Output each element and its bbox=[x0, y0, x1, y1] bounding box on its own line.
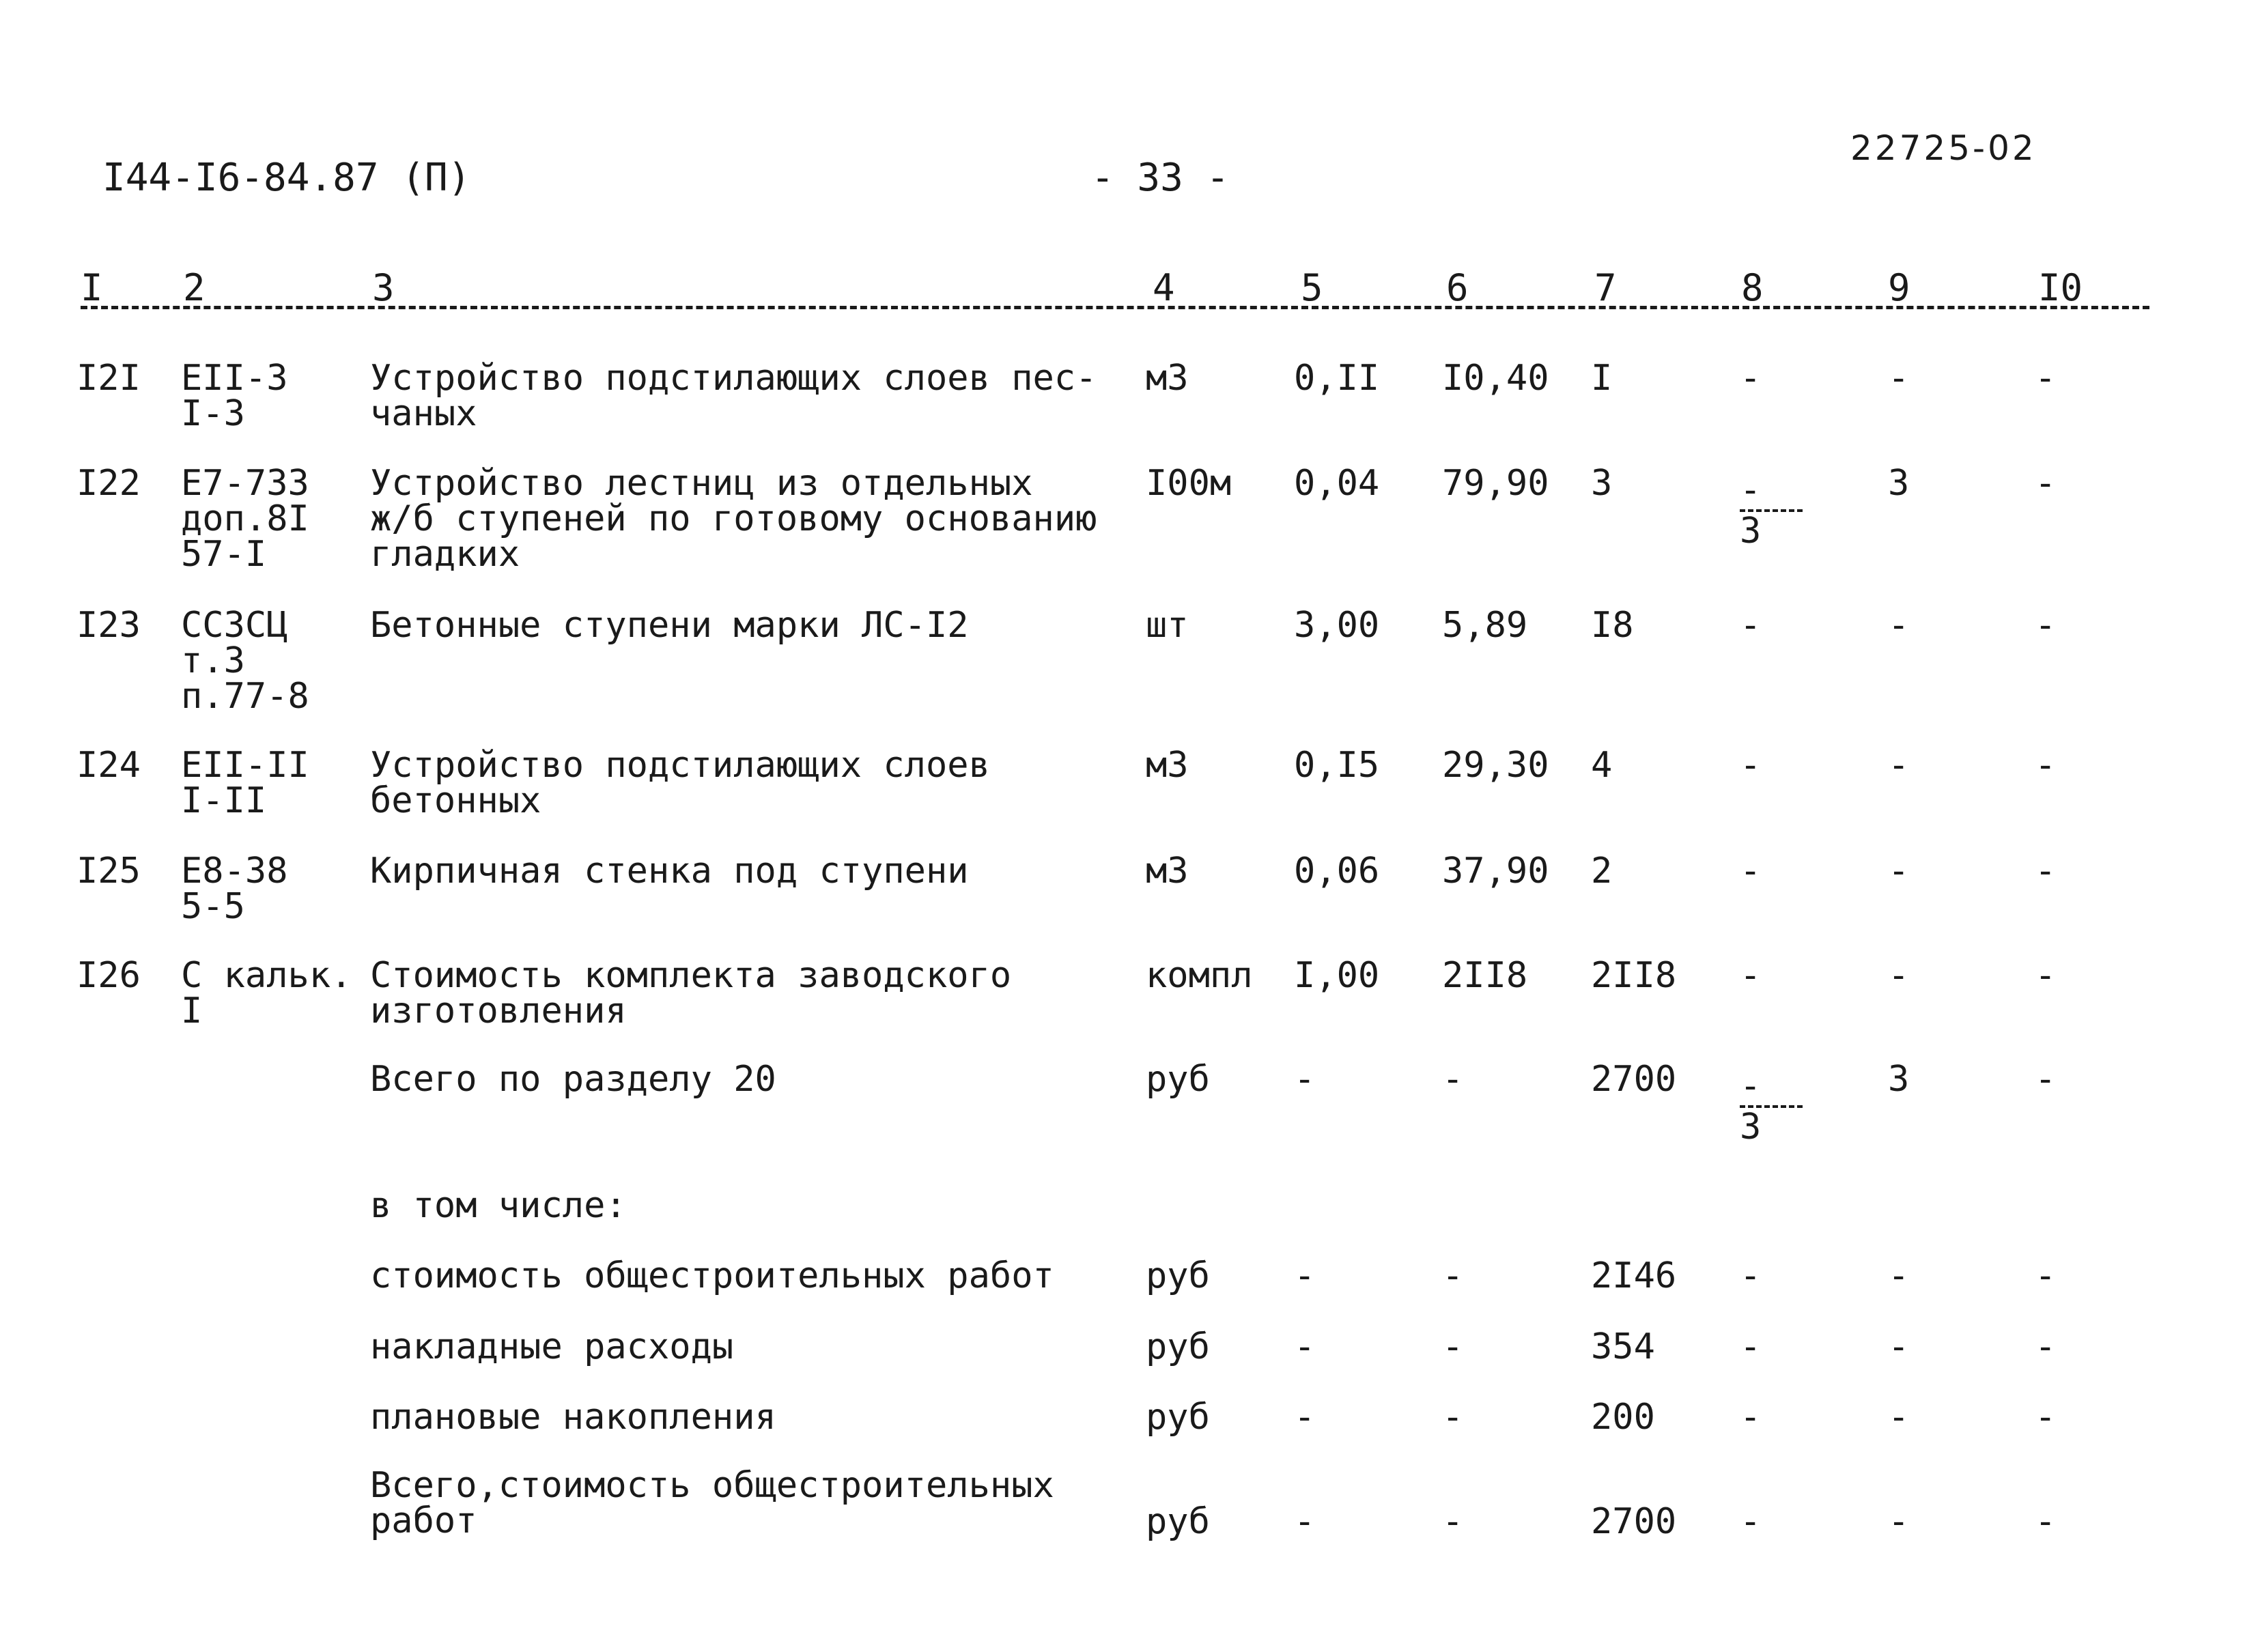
row-number: I25 bbox=[76, 851, 141, 892]
page-number: - 33 - bbox=[1091, 156, 1230, 200]
col-9-value: - bbox=[1888, 1501, 1910, 1542]
col-10-value: - bbox=[2035, 358, 2057, 399]
quantity: - bbox=[1294, 1059, 1316, 1100]
handwritten-stamp: 22725-02 bbox=[1850, 128, 2037, 168]
column-header-2: 2 bbox=[183, 266, 206, 309]
col-8-value: - bbox=[1740, 1255, 1762, 1296]
unit-price: 29,30 bbox=[1442, 745, 1549, 786]
column-header-9: 9 bbox=[1888, 266, 1910, 309]
unit: I00м bbox=[1146, 463, 1232, 504]
unit-price: - bbox=[1442, 1255, 1464, 1296]
quantity: - bbox=[1294, 1326, 1316, 1367]
quantity: - bbox=[1294, 1397, 1316, 1438]
col-8-fraction: - 3 bbox=[1740, 471, 1803, 550]
norm-code: EII-II I-II bbox=[181, 745, 309, 821]
work-description: Бетонные ступени марки ЛС-I2 bbox=[370, 605, 969, 646]
quantity: 0,II bbox=[1294, 358, 1380, 399]
row-number: I23 bbox=[76, 605, 141, 646]
norm-code: E7-733 доп.8I 57-I bbox=[181, 463, 309, 575]
quantity: 3,00 bbox=[1294, 605, 1380, 646]
quantity: 0,04 bbox=[1294, 463, 1380, 504]
unit: м3 bbox=[1146, 358, 1189, 399]
col-9-value: - bbox=[1888, 745, 1910, 786]
total-cost: 354 bbox=[1591, 1326, 1655, 1367]
row-number: I26 bbox=[76, 955, 141, 996]
total-cost: I bbox=[1591, 358, 1613, 399]
breakdown-label: стоимость общестроительных работ bbox=[370, 1255, 1054, 1296]
col-9-value: - bbox=[1888, 851, 1910, 892]
total-cost: 2I46 bbox=[1591, 1255, 1677, 1296]
quantity: 0,I5 bbox=[1294, 745, 1380, 786]
column-header-10: I0 bbox=[2038, 266, 2083, 309]
unit-price: I0,40 bbox=[1442, 358, 1549, 399]
unit-price: 2II8 bbox=[1442, 955, 1528, 996]
col-8-value: - bbox=[1740, 1326, 1762, 1367]
total-cost: 3 bbox=[1591, 463, 1613, 504]
col-10-value: - bbox=[2035, 851, 2057, 892]
column-header-4: 4 bbox=[1153, 266, 1175, 309]
unit: компл bbox=[1146, 955, 1253, 996]
col-10-value: - bbox=[2035, 955, 2057, 996]
unit-price: - bbox=[1442, 1501, 1464, 1542]
col-8-value: - bbox=[1740, 745, 1762, 786]
breakdown-label: накладные расходы bbox=[370, 1326, 734, 1367]
col-9-value: - bbox=[1888, 1397, 1910, 1438]
col-9-value: 3 bbox=[1888, 1059, 1910, 1100]
col-9-value: - bbox=[1888, 605, 1910, 646]
col-10-value: - bbox=[2035, 1326, 2057, 1367]
col-10-value: - bbox=[2035, 605, 2057, 646]
total-cost: 2700 bbox=[1591, 1501, 1677, 1542]
col-8-value: - bbox=[1740, 955, 1762, 996]
unit: руб bbox=[1146, 1326, 1210, 1367]
col-9-value: - bbox=[1888, 955, 1910, 996]
breakdown-label: Всего,стоимость общестроительных работ bbox=[370, 1465, 1054, 1541]
col-8-value: - bbox=[1740, 851, 1762, 892]
header-dashed-rule bbox=[81, 306, 2149, 309]
unit: шт bbox=[1146, 605, 1189, 646]
norm-code: EII-3 I-3 bbox=[181, 358, 288, 434]
col-10-value: - bbox=[2035, 745, 2057, 786]
total-cost: 4 bbox=[1591, 745, 1613, 786]
work-description: Устройство подстилающих слоев пес- чаных bbox=[370, 358, 1097, 434]
col-9-value: 3 bbox=[1888, 463, 1910, 504]
total-cost: 2II8 bbox=[1591, 955, 1677, 996]
breakdown-label: плановые накопления bbox=[370, 1397, 776, 1438]
unit-price: - bbox=[1442, 1059, 1464, 1100]
col-9-value: - bbox=[1888, 1326, 1910, 1367]
col-8-value: - bbox=[1740, 358, 1762, 399]
col-9-value: - bbox=[1888, 1255, 1910, 1296]
section-total-label: Всего по разделу 20 bbox=[370, 1059, 776, 1100]
row-number: I24 bbox=[76, 745, 141, 786]
total-cost: 2 bbox=[1591, 851, 1613, 892]
col-10-value: - bbox=[2035, 1255, 2057, 1296]
row-number: I2I bbox=[76, 358, 141, 399]
col-9-value: - bbox=[1888, 358, 1910, 399]
unit: руб bbox=[1146, 1397, 1210, 1438]
unit-price: 37,90 bbox=[1442, 851, 1549, 892]
col-10-value: - bbox=[2035, 463, 2057, 504]
col-8-value: - bbox=[1740, 1397, 1762, 1438]
work-description: Кирпичная стенка под ступени bbox=[370, 851, 969, 892]
col-10-value: - bbox=[2035, 1059, 2057, 1100]
col-8-value: - bbox=[1740, 605, 1762, 646]
work-description: Стоимость комплекта заводского изготовления bbox=[370, 955, 1012, 1031]
norm-code: С кальк. I bbox=[181, 955, 352, 1031]
col-10-value: - bbox=[2035, 1501, 2057, 1542]
document-code: I44-I6-84.87 (П) bbox=[102, 156, 471, 200]
unit: руб bbox=[1146, 1501, 1210, 1542]
quantity: I,00 bbox=[1294, 955, 1380, 996]
col-8-value: - bbox=[1740, 1501, 1762, 1542]
unit-price: 79,90 bbox=[1442, 463, 1549, 504]
row-number: I22 bbox=[76, 463, 141, 504]
unit-price: - bbox=[1442, 1326, 1464, 1367]
total-cost: 200 bbox=[1591, 1397, 1655, 1438]
total-cost: 2700 bbox=[1591, 1059, 1677, 1100]
col-8-fraction: - 3 bbox=[1740, 1067, 1803, 1146]
unit: м3 bbox=[1146, 851, 1189, 892]
column-header-5: 5 bbox=[1301, 266, 1323, 309]
column-header-6: 6 bbox=[1446, 266, 1469, 309]
column-header-3: 3 bbox=[372, 266, 395, 309]
work-description: Устройство лестниц из отдельных ж/б ступеней по готовому основанию гладких bbox=[370, 463, 1097, 575]
quantity: - bbox=[1294, 1501, 1316, 1542]
total-cost: I8 bbox=[1591, 605, 1634, 646]
work-description: Устройство подстилающих слоев бетонных bbox=[370, 745, 990, 821]
column-header-7: 7 bbox=[1594, 266, 1617, 309]
unit: руб bbox=[1146, 1059, 1210, 1100]
unit-price: - bbox=[1442, 1397, 1464, 1438]
column-header-1: I bbox=[81, 266, 103, 309]
col-10-value: - bbox=[2035, 1397, 2057, 1438]
unit: м3 bbox=[1146, 745, 1189, 786]
quantity: 0,06 bbox=[1294, 851, 1380, 892]
norm-code: E8-38 5-5 bbox=[181, 851, 288, 927]
norm-code: ССЗСЦ т.3 п.77-8 bbox=[181, 605, 309, 717]
column-header-8: 8 bbox=[1741, 266, 1764, 309]
including-label: в том числе: bbox=[370, 1185, 627, 1226]
unit-price: 5,89 bbox=[1442, 605, 1528, 646]
quantity: - bbox=[1294, 1255, 1316, 1296]
unit: руб bbox=[1146, 1255, 1210, 1296]
